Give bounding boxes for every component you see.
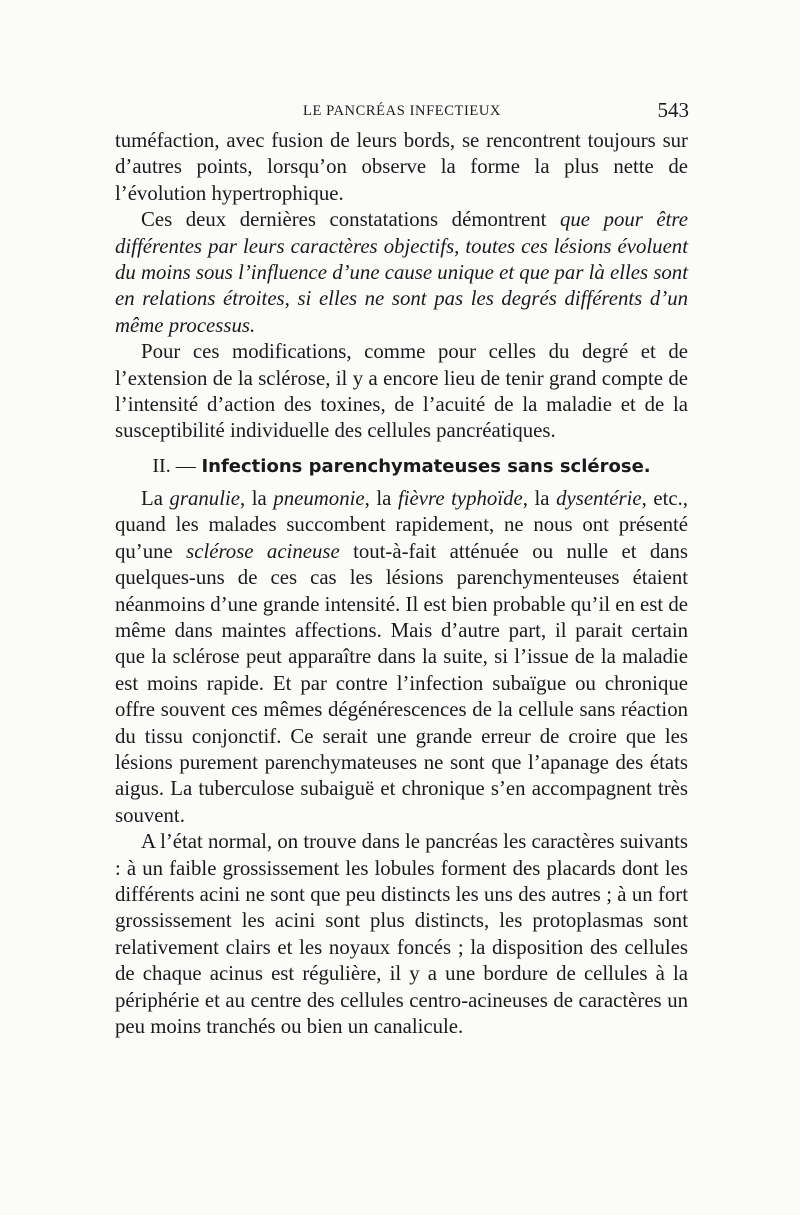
running-head <box>117 100 687 126</box>
text-run: Pour ces modifications, comme pour celles du degré et de l’extension de la sclérose, il y a encore lieu de tenir grand compte de l’intensité d’action des toxines, de l’acuité de la maladie et de la susceptibilité individuelle des cellules pancréatiques. <box>115 340 688 443</box>
text-run: Ces deux dernières constatations démontrent <box>141 208 560 232</box>
text-run: , la <box>364 486 398 510</box>
paragraph <box>115 339 688 445</box>
italic-text: pneumonie <box>273 486 365 510</box>
body-text <box>115 128 688 1040</box>
italic-text: fièvre typhoïde <box>397 486 523 510</box>
section-title: Infections parenchymateuses sans sclérose. <box>201 455 651 477</box>
paragraph <box>115 207 688 339</box>
section-heading <box>115 453 688 480</box>
paragraph <box>115 829 688 1040</box>
text-run: tout-à-fait atténuée ou nulle et dans quelques-uns de ces cas les lésions parenchymenteuses étaient néanmoins d’une grande intensité. Il est bien probable qu’il en est de même dans maintes affections. Mais d’autre part, il parait certain que la sclérose peut apparaître dans la suite, si l’issue de la maladie est moins rapide. Et par contre l’infection subaïgue ou chronique offre souvent ces mêmes dégénérescences de la cellule sans réaction du tissu conjonctif. Ce serait une grande erreur de croire que les lésions purement parenchymateuses ne sont que l’apanage des états aigus. La tuberculose subaiguë et chronique s’en accompagnent très souvent. <box>115 539 688 827</box>
italic-text: que pour être différentes par leurs caractères objectifs, toutes ces lésions évoluent du moins sous l’influence d’une cause unique et que par là elles sont en relations étroites, si elles ne sont pas les degrés différents d’un même processus. <box>115 208 688 337</box>
text-run: , etc., quand les malades succombent rapidement, ne nous ont présenté qu’une <box>115 486 688 563</box>
running-title: LE PANCRÉAS INFECTIEUX <box>303 103 501 119</box>
italic-text: granulie <box>169 486 240 510</box>
paragraph <box>115 128 688 207</box>
text-run: , la <box>522 486 557 510</box>
paragraph <box>115 486 688 829</box>
italic-text: dysentérie <box>556 486 642 510</box>
paragraphs-after-heading <box>115 486 688 1041</box>
text-run: A l’état normal, on trouve dans le pancréas les caractères suivants : à un faible grossissement les lobules forment des placards dont les différents acini ne sont que peu distincts les uns des autres ; à un fort grossissement les acini sont plus distincts, les protoplasmas sont relativement clairs et les noyaux foncés ; la disposition des cellules de chaque acinus est régulière, il y a une bordure de cellules à la périphérie et au centre des cellules centro-acineuses de caractères un peu moins tranchés ou bien un canalicule. <box>115 830 688 1038</box>
text-run: , la <box>240 486 274 510</box>
paragraphs-before-heading <box>115 128 688 445</box>
section-number: II. — <box>152 454 196 477</box>
text-run: tuméfaction, avec fusion de leurs bords, se rencontrent toujours sur d’autres points, lorsqu’on observe la forme la plus nette de l’évolution hypertrophique. <box>115 129 688 205</box>
text-run: La <box>141 486 170 510</box>
italic-text: sclérose acineuse <box>186 539 340 563</box>
page-number: 543 <box>657 98 689 122</box>
